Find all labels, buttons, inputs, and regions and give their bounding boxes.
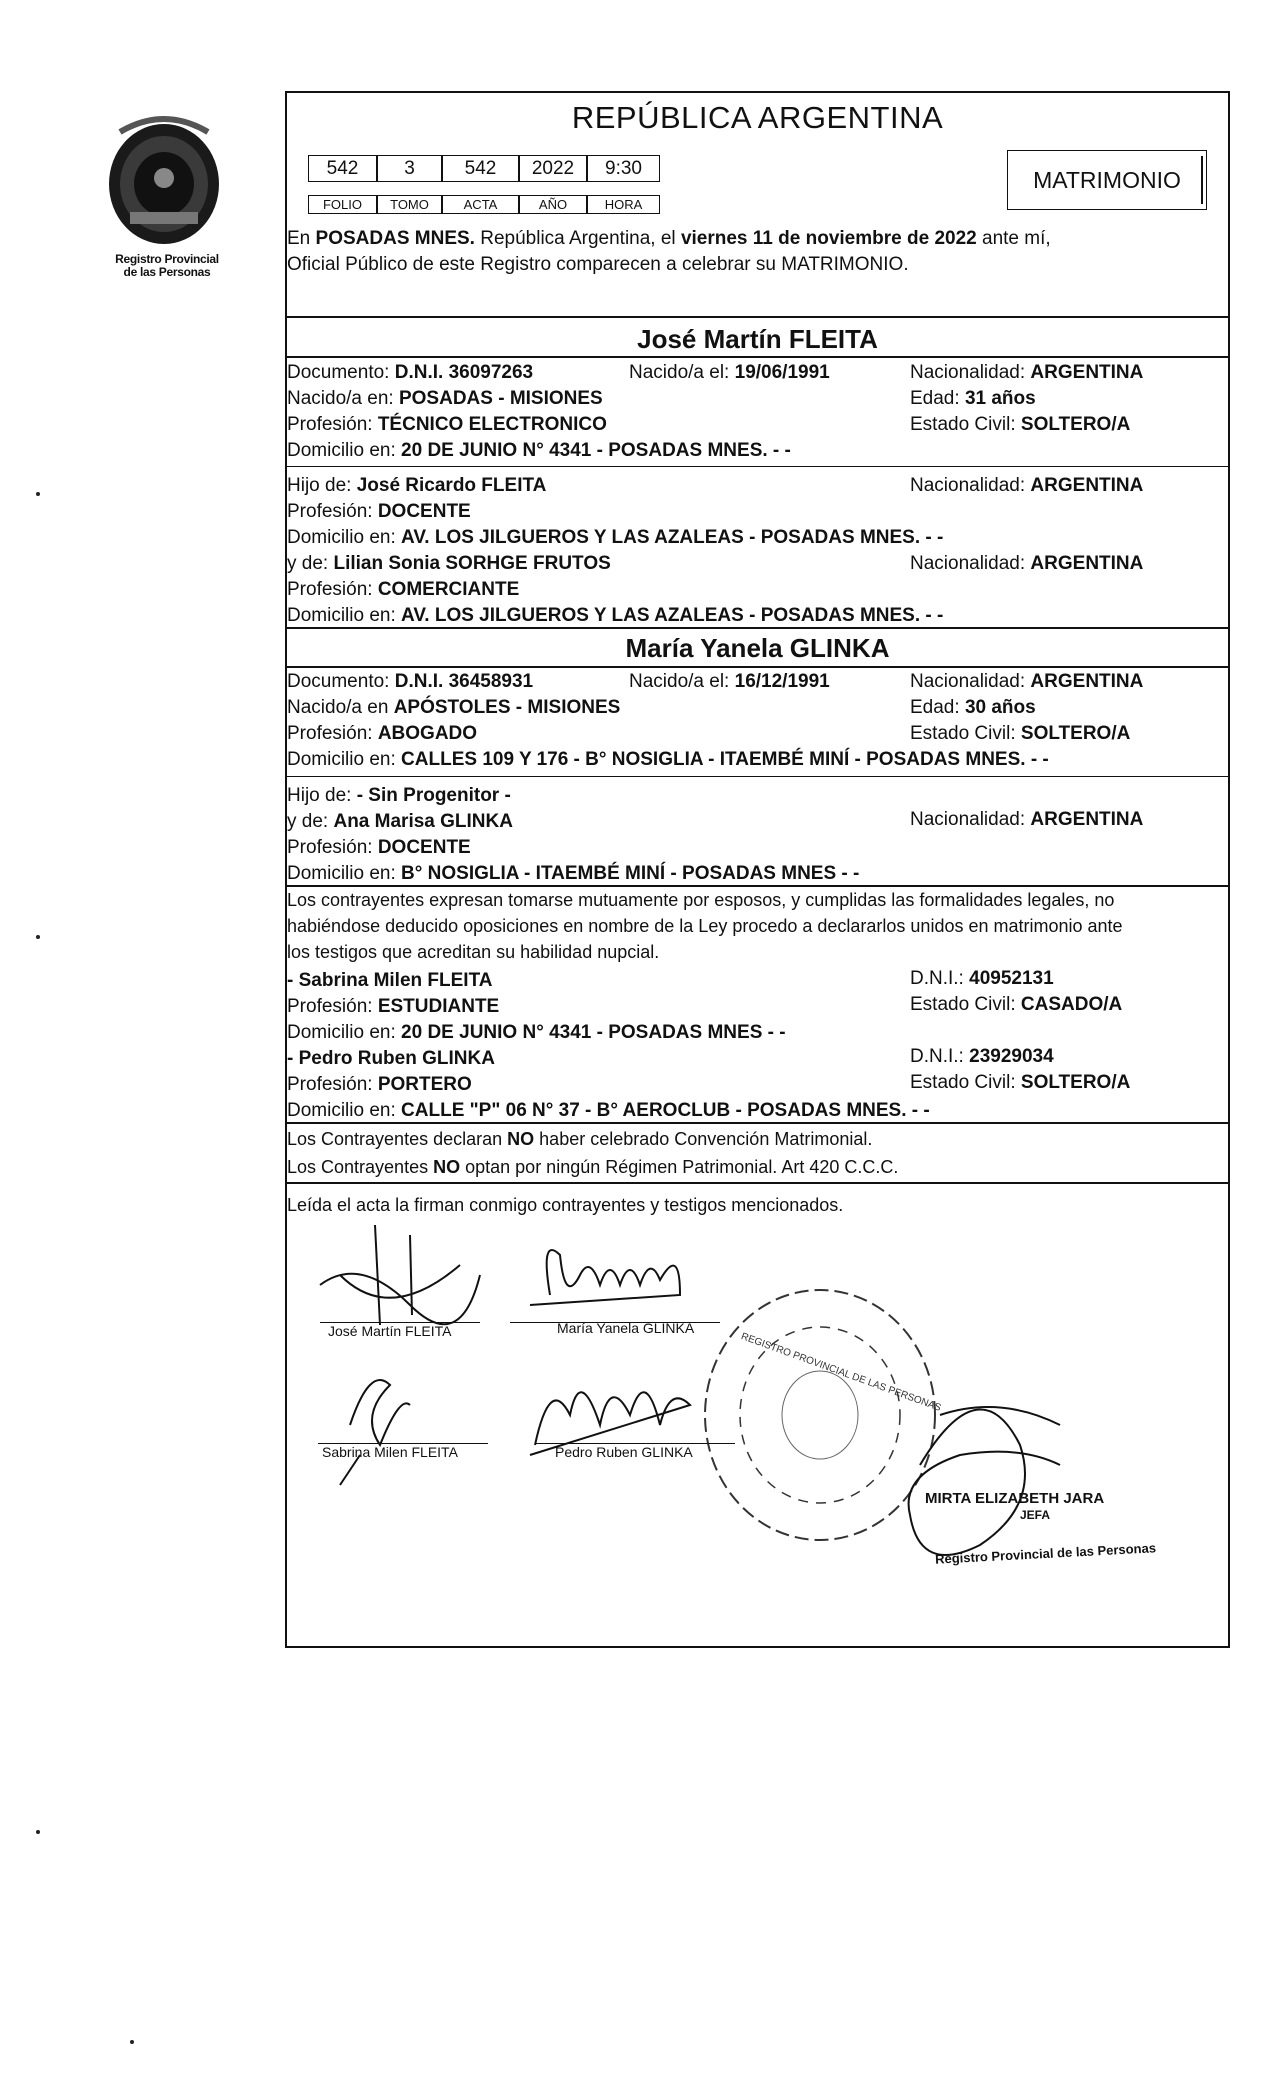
- anio-label: AÑO: [519, 195, 587, 214]
- value: CALLE "P" 06 N° 37 - B° AEROCLUB - POSADAS MNES. - -: [401, 1100, 930, 1121]
- label: Hijo de:: [287, 785, 352, 806]
- divider: [285, 1182, 1230, 1184]
- label: Profesión:: [287, 837, 373, 858]
- label: Profesión:: [287, 501, 373, 522]
- official-name: MIRTA ELIZABETH JARA: [925, 1490, 1105, 1507]
- value: ABOGADO: [377, 723, 478, 744]
- value: ARGENTINA: [1030, 553, 1144, 574]
- bride-father: [287, 785, 511, 807]
- witness-2-name: - Pedro Ruben GLINKA: [287, 1048, 495, 1069]
- text-emphasis: NO: [507, 1129, 535, 1149]
- label: Profesión:: [287, 996, 373, 1017]
- value: B° NOSIGLIA - ITAEMBÉ MINÍ - POSADAS MNES - -: [401, 863, 860, 884]
- groom-nationality: [910, 362, 1143, 384]
- intro-place: POSADAS MNES.: [315, 228, 475, 249]
- value: José Ricardo FLEITA: [356, 475, 547, 496]
- label: Edad:: [910, 697, 960, 718]
- value: TÉCNICO ELECTRONICO: [377, 414, 607, 435]
- groom-name: José Martín FLEITA: [637, 324, 878, 354]
- value: Ana Marisa GLINKA: [333, 811, 513, 832]
- label: Domicilio en:: [287, 1022, 396, 1043]
- intro-day: viernes 11: [680, 228, 773, 249]
- value: 20 DE JUNIO N° 4341 - POSADAS MNES. - -: [401, 440, 791, 461]
- intro-month: noviembre: [805, 228, 902, 249]
- intro-line-1: [287, 228, 1051, 250]
- divider: [285, 1122, 1230, 1124]
- witness-2-profession: [287, 1074, 472, 1096]
- anio-value: 2022: [519, 155, 587, 182]
- groom-father-nationality: [910, 475, 1143, 497]
- label: Nacionalidad:: [910, 362, 1026, 383]
- divider: [285, 666, 1230, 668]
- divider: [285, 776, 1230, 777]
- acta-label: ACTA: [442, 195, 519, 214]
- label: Documento:: [287, 362, 390, 383]
- label: Hijo de:: [287, 475, 352, 496]
- bride-document: [287, 671, 533, 693]
- text-emphasis: NO: [433, 1157, 461, 1177]
- value: D.N.I. 36097263: [394, 362, 534, 383]
- label: Nacido/a en: [287, 697, 389, 718]
- value: PORTERO: [377, 1074, 472, 1095]
- text: haber celebrado Convención Matrimonial.: [539, 1129, 873, 1149]
- value: AV. LOS JILGUEROS Y LAS AZALEAS - POSADAS MNES. - -: [401, 605, 944, 626]
- label: Profesión:: [287, 723, 373, 744]
- intro-text: En: [287, 228, 311, 249]
- value: SOLTERO/A: [1020, 414, 1131, 435]
- label: Nacionalidad:: [910, 809, 1026, 830]
- value: AV. LOS JILGUEROS Y LAS AZALEAS - POSADAS MNES. - -: [401, 527, 944, 548]
- witness-2-dni: [910, 1046, 1054, 1068]
- closing-text: Leída el acta la firman conmigo contrayentes y testigos mencionados.: [287, 1195, 844, 1215]
- value: ESTUDIANTE: [377, 996, 500, 1017]
- regime-line-1: [287, 1128, 872, 1150]
- scan-speck: [130, 2040, 134, 2044]
- hora-value: 9:30: [587, 155, 660, 182]
- groom-mother: [287, 553, 611, 575]
- act-type-box-edge: [1201, 156, 1203, 204]
- groom-civil-status: [910, 414, 1130, 436]
- label: Domicilio en:: [287, 605, 396, 626]
- groom-mother-nationality: [910, 553, 1143, 575]
- witness-1-name: - Sabrina Milen FLEITA: [287, 970, 493, 991]
- bride-mother-nationality: [910, 809, 1143, 831]
- folio-label: FOLIO: [308, 195, 377, 214]
- document-title: REPÚBLICA ARGENTINA: [571, 100, 944, 135]
- scan-speck: [36, 935, 40, 939]
- declaration-line-3: los testigos que acreditan su habilidad nupcial.: [287, 942, 660, 962]
- witness-2-civil-status: [910, 1072, 1130, 1094]
- bride-civil-status: [910, 723, 1130, 745]
- bride-signature-label: María Yanela GLINKA: [557, 1320, 695, 1336]
- scan-speck: [36, 492, 40, 496]
- groom-signature-label: José Martín FLEITA: [328, 1323, 452, 1339]
- tomo-value: 3: [377, 155, 442, 182]
- value: 16/12/1991: [734, 671, 830, 692]
- seal-caption-line2: de las Personas: [123, 265, 211, 279]
- witness-1-civil-status: [910, 994, 1122, 1016]
- intro-text: de: [906, 228, 930, 249]
- groom-father-address: [287, 527, 943, 549]
- declaration-line-1: Los contrayentes expresan tomarse mutuamente por esposos, y cumplidas las formalidades legales, no: [287, 890, 1115, 910]
- value: 30 años: [964, 697, 1036, 718]
- label: Nacido/a en:: [287, 388, 394, 409]
- label: Nacido/a el:: [629, 362, 730, 383]
- witness-2-address: [287, 1100, 930, 1122]
- groom-mother-address: [287, 605, 943, 627]
- bride-mother: [287, 811, 513, 833]
- groom-mother-profession: [287, 579, 519, 601]
- value: - Sin Progenitor -: [356, 785, 511, 806]
- value: CALLES 109 Y 176 - B° NOSIGLIA - ITAEMBÉ MINÍ - POSADAS MNES. - -: [401, 749, 1049, 770]
- bride-birthdate: [629, 671, 830, 693]
- divider: [285, 627, 1230, 629]
- value: 40952131: [969, 968, 1054, 989]
- groom-address: [287, 440, 791, 462]
- acta-value: 542: [442, 155, 519, 182]
- groom-document: [287, 362, 533, 384]
- text: Los Contrayentes: [287, 1157, 429, 1177]
- groom-birthplace: [287, 388, 603, 410]
- value: POSADAS - MISIONES: [398, 388, 603, 409]
- hora-label: HORA: [587, 195, 660, 214]
- official-title: JEFA: [1020, 1508, 1051, 1522]
- folio-value: 542: [308, 155, 377, 182]
- label: Profesión:: [287, 414, 373, 435]
- value: 20 DE JUNIO N° 4341 - POSADAS MNES - -: [401, 1022, 786, 1043]
- signatures-area: [300, 1215, 1200, 1635]
- seal-caption-line1: Registro Provincial: [115, 252, 219, 266]
- groom-father-profession: [287, 501, 471, 523]
- label: Estado Civil:: [910, 723, 1016, 744]
- witness-1-profession: [287, 996, 499, 1018]
- witness-1-address: [287, 1022, 786, 1044]
- bride-mother-profession: [287, 837, 471, 859]
- divider: [285, 885, 1230, 887]
- label: D.N.I.:: [910, 968, 964, 989]
- intro-line-2: Oficial Público de este Registro comparecen a celebrar su MATRIMONIO.: [287, 254, 909, 275]
- groom-birthdate: [629, 362, 830, 384]
- groom-father: [287, 475, 546, 497]
- label: y de:: [287, 553, 329, 574]
- divider: [285, 466, 1230, 467]
- regime-line-2: [287, 1156, 898, 1178]
- label: Domicilio en:: [287, 440, 396, 461]
- bride-mother-address: [287, 863, 859, 885]
- label: Nacido/a el:: [629, 671, 730, 692]
- value: ARGENTINA: [1030, 671, 1144, 692]
- value: SOLTERO/A: [1020, 723, 1131, 744]
- scan-speck: [36, 1830, 40, 1834]
- value: ARGENTINA: [1030, 362, 1144, 383]
- bride-birthplace: [287, 697, 620, 719]
- value: CASADO/A: [1020, 994, 1123, 1015]
- witness-2-signature-label: Pedro Ruben GLINKA: [555, 1444, 693, 1460]
- intro-year: 2022: [934, 228, 977, 249]
- tomo-label: TOMO: [377, 195, 442, 214]
- label: Profesión:: [287, 1074, 373, 1095]
- witness-1-dni: [910, 968, 1054, 990]
- value: 23929034: [969, 1046, 1054, 1067]
- value: D.N.I. 36458931: [394, 671, 534, 692]
- witness-1-signature-label: Sabrina Milen FLEITA: [322, 1444, 458, 1460]
- bride-profession: [287, 723, 477, 745]
- label: Domicilio en:: [287, 749, 396, 770]
- bride-nationality: [910, 671, 1143, 693]
- bride-address: [287, 749, 1049, 771]
- label: Estado Civil:: [910, 994, 1016, 1015]
- act-type-box: MATRIMONIO: [1007, 150, 1207, 210]
- value: 19/06/1991: [734, 362, 830, 383]
- stamp-text: REGISTRO PROVINCIAL DE LAS PERSONAS: [739, 1331, 943, 1414]
- label: Estado Civil:: [910, 414, 1016, 435]
- label: Estado Civil:: [910, 1072, 1016, 1093]
- value: DOCENTE: [377, 837, 471, 858]
- value: ARGENTINA: [1030, 475, 1144, 496]
- intro-text: de: [778, 228, 801, 249]
- official-registry: Registro Provincial de las Personas: [934, 1540, 1157, 1567]
- groom-age: [910, 388, 1036, 410]
- label: Nacionalidad:: [910, 475, 1026, 496]
- divider: [285, 316, 1230, 318]
- label: D.N.I.:: [910, 1046, 964, 1067]
- seal-caption: [92, 253, 242, 279]
- label: Domicilio en:: [287, 527, 396, 548]
- label: y de:: [287, 811, 329, 832]
- intro-text: ante mí,: [982, 228, 1051, 249]
- label: Nacionalidad:: [910, 553, 1026, 574]
- value: DOCENTE: [377, 501, 471, 522]
- value: 31 años: [964, 388, 1036, 409]
- intro-text: República Argentina, el: [480, 228, 676, 249]
- bride-name: María Yanela GLINKA: [625, 633, 890, 663]
- text: optan por ningún Régimen Patrimonial. Art 420 C.C.C.: [465, 1157, 899, 1177]
- value: ARGENTINA: [1030, 809, 1144, 830]
- value: COMERCIANTE: [377, 579, 520, 600]
- groom-profession: [287, 414, 607, 436]
- divider: [285, 356, 1230, 358]
- bride-age: [910, 697, 1036, 719]
- label: Documento:: [287, 671, 390, 692]
- declaration-line-2: habiéndose deducido oposiciones en nombre de la Ley procedo a declararlos unidos en matrimonio ante: [287, 916, 1123, 936]
- label: Profesión:: [287, 579, 373, 600]
- label: Nacionalidad:: [910, 671, 1026, 692]
- value: APÓSTOLES - MISIONES: [393, 697, 621, 718]
- value: SOLTERO/A: [1020, 1072, 1131, 1093]
- label: Edad:: [910, 388, 960, 409]
- text: Los Contrayentes declaran: [287, 1129, 503, 1149]
- label: Domicilio en:: [287, 863, 396, 884]
- label: Domicilio en:: [287, 1100, 396, 1121]
- value: Lilian Sonia SORHGE FRUTOS: [333, 553, 611, 574]
